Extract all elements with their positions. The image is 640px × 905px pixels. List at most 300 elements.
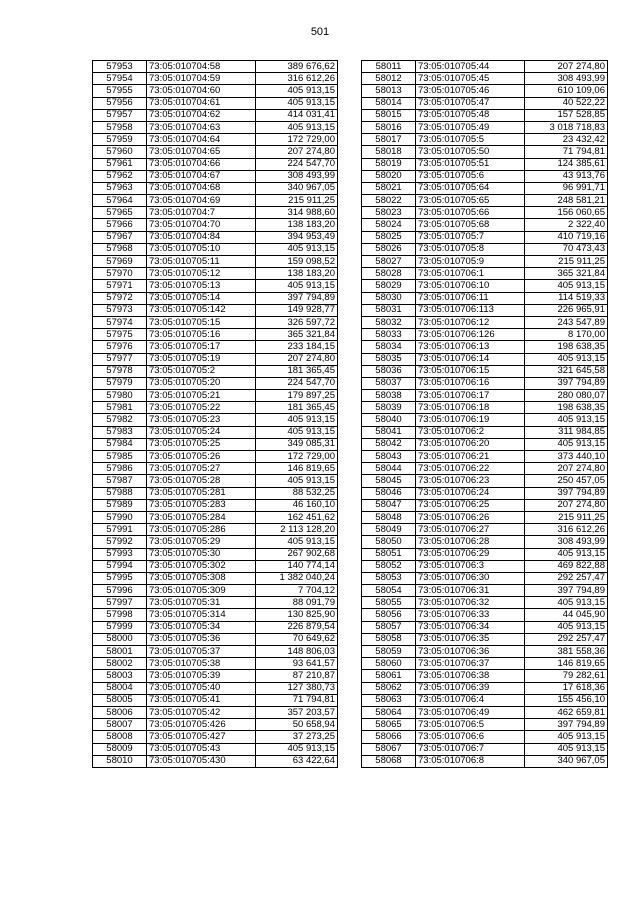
cadastral-number-cell: 73:05:010705:21: [147, 390, 256, 402]
cadastral-number-cell: 73:05:010706:6: [416, 731, 525, 743]
value-cell: 70 649,62: [256, 633, 338, 645]
value-cell: 405 913,15: [525, 621, 608, 633]
row-number-cell: 58036: [362, 365, 416, 377]
row-number-cell: 58059: [362, 646, 416, 658]
table-row: [93, 414, 338, 426]
table-row: [362, 646, 608, 658]
value-cell: 148 806,03: [256, 646, 338, 658]
value-cell: 405 913,15: [525, 731, 608, 743]
cadastral-number-cell: 73:05:010705:23: [147, 414, 256, 426]
row-number-cell: 58034: [362, 341, 416, 353]
cadastral-number-cell: 73:05:010705:11: [147, 256, 256, 268]
value-cell: 88 532,25: [256, 487, 338, 499]
row-number-cell: 57971: [93, 280, 147, 292]
table-row: [362, 560, 608, 572]
value-cell: 224 547,70: [256, 158, 338, 170]
row-number-cell: 57953: [93, 61, 147, 73]
cadastral-number-cell: 73:05:010706:126: [416, 329, 525, 341]
table-row: [93, 73, 338, 85]
row-number-cell: 58020: [362, 170, 416, 182]
table-row: [362, 609, 608, 621]
table-row: [362, 536, 608, 548]
row-number-cell: 57985: [93, 451, 147, 463]
value-cell: 357 203,57: [256, 706, 338, 718]
cadastral-number-cell: 73:05:010704:63: [147, 121, 256, 133]
row-number-cell: 58002: [93, 658, 147, 670]
value-cell: 87 210,87: [256, 670, 338, 682]
cadastral-number-cell: 73:05:010706:33: [416, 609, 525, 621]
value-cell: 43 913,76: [525, 170, 608, 182]
row-number-cell: 57990: [93, 511, 147, 523]
table-row: [362, 597, 608, 609]
cadastral-number-cell: 73:05:010705:309: [147, 585, 256, 597]
value-cell: 405 913,15: [256, 414, 338, 426]
cadastral-number-cell: 73:05:010705:142: [147, 304, 256, 316]
value-cell: 207 274,80: [525, 463, 608, 475]
value-cell: 405 913,15: [256, 280, 338, 292]
row-number-cell: 58028: [362, 268, 416, 280]
row-number-cell: 57995: [93, 572, 147, 584]
cadastral-number-cell: 73:05:010706:4: [416, 694, 525, 706]
row-number-cell: 57958: [93, 121, 147, 133]
row-number-cell: 58048: [362, 511, 416, 523]
value-cell: 405 913,15: [525, 743, 608, 755]
table-row: [362, 377, 608, 389]
cadastral-number-cell: 73:05:010704:62: [147, 109, 256, 121]
value-cell: 233 184,15: [256, 341, 338, 353]
row-number-cell: 58024: [362, 219, 416, 231]
row-number-cell: 58063: [362, 694, 416, 706]
row-number-cell: 57954: [93, 73, 147, 85]
table-row: [362, 61, 608, 73]
table-row: [362, 451, 608, 463]
row-number-cell: 58021: [362, 182, 416, 194]
cadastral-number-cell: 73:05:010705:39: [147, 670, 256, 682]
table-row: [362, 719, 608, 731]
value-cell: 311 984,85: [525, 426, 608, 438]
row-number-cell: 57987: [93, 475, 147, 487]
row-number-cell: 58053: [362, 572, 416, 584]
cadastral-number-cell: 73:05:010705:13: [147, 280, 256, 292]
row-number-cell: 57967: [93, 231, 147, 243]
row-number-cell: 58045: [362, 475, 416, 487]
cadastral-number-cell: 73:05:010706:36: [416, 646, 525, 658]
row-number-cell: 58044: [362, 463, 416, 475]
table-row: [362, 316, 608, 328]
row-number-cell: 58051: [362, 548, 416, 560]
value-cell: 321 645,58: [525, 365, 608, 377]
value-cell: 405 913,15: [256, 85, 338, 97]
value-cell: 172 729,00: [256, 134, 338, 146]
cadastral-number-cell: 73:05:010705:24: [147, 426, 256, 438]
table-row: [362, 731, 608, 743]
row-number-cell: 58047: [362, 499, 416, 511]
cadastral-number-cell: 73:05:010705:40: [147, 682, 256, 694]
row-number-cell: 57977: [93, 353, 147, 365]
row-number-cell: 57980: [93, 390, 147, 402]
table-row: [93, 353, 338, 365]
value-cell: 405 913,15: [256, 536, 338, 548]
cadastral-number-cell: 73:05:010705:64: [416, 182, 525, 194]
value-cell: 146 819,65: [525, 658, 608, 670]
table-row: [93, 146, 338, 158]
row-number-cell: 58003: [93, 670, 147, 682]
cadastral-number-cell: 73:05:010705:17: [147, 341, 256, 353]
value-cell: 149 928,77: [256, 304, 338, 316]
value-cell: 462 659,81: [525, 706, 608, 718]
cadastral-number-cell: 73:05:010706:17: [416, 390, 525, 402]
cadastral-number-cell: 73:05:010704:67: [147, 170, 256, 182]
row-number-cell: 58015: [362, 109, 416, 121]
cadastral-number-cell: 73:05:010705:302: [147, 560, 256, 572]
value-cell: 3 018 718,83: [525, 121, 608, 133]
value-cell: 17 618,36: [525, 682, 608, 694]
value-cell: 215 911,25: [525, 511, 608, 523]
value-cell: 405 913,15: [256, 121, 338, 133]
table-row: [93, 292, 338, 304]
row-number-cell: 57972: [93, 292, 147, 304]
cadastral-number-cell: 73:05:010705:47: [416, 97, 525, 109]
row-number-cell: 57981: [93, 402, 147, 414]
value-cell: 207 274,80: [525, 61, 608, 73]
cadastral-number-cell: 73:05:010706:32: [416, 597, 525, 609]
cadastral-number-cell: 73:05:010704:59: [147, 73, 256, 85]
table-row: [93, 609, 338, 621]
table-row: [362, 121, 608, 133]
row-number-cell: 57979: [93, 377, 147, 389]
cadastral-number-cell: 73:05:010706:39: [416, 682, 525, 694]
row-number-cell: 58027: [362, 256, 416, 268]
row-number-cell: 58019: [362, 158, 416, 170]
row-number-cell: 57986: [93, 463, 147, 475]
row-number-cell: 58043: [362, 451, 416, 463]
table-row: [362, 219, 608, 231]
cadastral-number-cell: 73:05:010705:25: [147, 438, 256, 450]
table-row: [93, 426, 338, 438]
table-row: [93, 316, 338, 328]
table-row: [93, 390, 338, 402]
value-cell: 405 913,15: [525, 548, 608, 560]
row-number-cell: 58046: [362, 487, 416, 499]
table-row: [362, 743, 608, 755]
value-cell: 44 045,90: [525, 609, 608, 621]
value-cell: 365 321,84: [525, 268, 608, 280]
value-cell: 389 676,62: [256, 61, 338, 73]
cadastral-number-cell: 73:05:010706:3: [416, 560, 525, 572]
table-row: [93, 243, 338, 255]
row-number-cell: 57978: [93, 365, 147, 377]
table-row: [93, 280, 338, 292]
cadastral-number-cell: 73:05:010706:29: [416, 548, 525, 560]
row-number-cell: 57962: [93, 170, 147, 182]
cadastral-number-cell: 73:05:010706:2: [416, 426, 525, 438]
table-row: [362, 402, 608, 414]
table-row: [362, 365, 608, 377]
row-number-cell: 57996: [93, 585, 147, 597]
row-number-cell: 58040: [362, 414, 416, 426]
row-number-cell: 58062: [362, 682, 416, 694]
table-row: [362, 292, 608, 304]
row-number-cell: 58057: [362, 621, 416, 633]
cadastral-number-cell: 73:05:010704:7: [147, 207, 256, 219]
value-cell: 215 911,25: [256, 195, 338, 207]
table-row: [93, 219, 338, 231]
value-cell: 267 902,68: [256, 548, 338, 560]
value-cell: 405 913,15: [256, 475, 338, 487]
value-cell: 63 422,64: [256, 755, 338, 767]
cadastral-number-cell: 73:05:010706:38: [416, 670, 525, 682]
table-row: [362, 414, 608, 426]
value-cell: 405 913,15: [256, 426, 338, 438]
row-number-cell: 57959: [93, 134, 147, 146]
row-number-cell: 58065: [362, 719, 416, 731]
cadastral-number-cell: 73:05:010705:46: [416, 85, 525, 97]
value-cell: 224 547,70: [256, 377, 338, 389]
cadastral-number-cell: 73:05:010706:37: [416, 658, 525, 670]
cadastral-number-cell: 73:05:010706:25: [416, 499, 525, 511]
value-cell: 414 031,41: [256, 109, 338, 121]
row-number-cell: 58049: [362, 524, 416, 536]
cadastral-number-cell: 73:05:010704:84: [147, 231, 256, 243]
table-row: [93, 670, 338, 682]
value-cell: 316 612,26: [256, 73, 338, 85]
row-number-cell: 57973: [93, 304, 147, 316]
value-cell: 130 825,90: [256, 609, 338, 621]
row-number-cell: 58038: [362, 390, 416, 402]
cadastral-number-cell: 73:05:010705:65: [416, 195, 525, 207]
table-row: [93, 597, 338, 609]
row-number-cell: 58017: [362, 134, 416, 146]
table-row: [93, 463, 338, 475]
row-number-cell: 58025: [362, 231, 416, 243]
row-number-cell: 58000: [93, 633, 147, 645]
table-row: [362, 585, 608, 597]
cadastral-number-cell: 73:05:010706:20: [416, 438, 525, 450]
value-cell: 226 879,54: [256, 621, 338, 633]
value-cell: 292 257,47: [525, 572, 608, 584]
cadastral-number-cell: 73:05:010705:43: [147, 743, 256, 755]
table-row: [362, 438, 608, 450]
cadastral-number-cell: 73:05:010705:19: [147, 353, 256, 365]
row-number-cell: 58041: [362, 426, 416, 438]
value-cell: 1 382 040,24: [256, 572, 338, 584]
value-cell: 308 493,99: [525, 73, 608, 85]
table-row: [93, 633, 338, 645]
table-row: [93, 755, 338, 767]
table-row: [93, 195, 338, 207]
table-row: [93, 487, 338, 499]
value-cell: 37 273,25: [256, 731, 338, 743]
value-cell: 250 457,05: [525, 475, 608, 487]
value-cell: 46 160,10: [256, 499, 338, 511]
table-row: [93, 268, 338, 280]
row-number-cell: 58004: [93, 682, 147, 694]
table-row: [93, 377, 338, 389]
row-number-cell: 57963: [93, 182, 147, 194]
table-row: [362, 170, 608, 182]
row-number-cell: 58026: [362, 243, 416, 255]
value-cell: 8 170,00: [525, 329, 608, 341]
cadastral-number-cell: 73:05:010705:66: [416, 207, 525, 219]
row-number-cell: 57989: [93, 499, 147, 511]
value-cell: 215 911,25: [525, 256, 608, 268]
cadastral-number-cell: 73:05:010706:5: [416, 719, 525, 731]
value-cell: 397 794,89: [525, 487, 608, 499]
cadastral-number-cell: 73:05:010706:22: [416, 463, 525, 475]
table-row: [362, 548, 608, 560]
cadastral-number-cell: 73:05:010705:50: [416, 146, 525, 158]
cadastral-number-cell: 73:05:010706:35: [416, 633, 525, 645]
row-number-cell: 58068: [362, 755, 416, 767]
table-row: [362, 475, 608, 487]
row-number-cell: 58037: [362, 377, 416, 389]
row-number-cell: 58011: [362, 61, 416, 73]
row-number-cell: 58029: [362, 280, 416, 292]
value-cell: 2 113 128,20: [256, 524, 338, 536]
row-number-cell: 57964: [93, 195, 147, 207]
table-row: [362, 158, 608, 170]
value-cell: 292 257,47: [525, 633, 608, 645]
table-row: [362, 390, 608, 402]
cadastral-number-cell: 73:05:010706:21: [416, 451, 525, 463]
cadastral-number-cell: 73:05:010706:23: [416, 475, 525, 487]
value-cell: 155 456,10: [525, 694, 608, 706]
table-row: [362, 658, 608, 670]
row-number-cell: 58067: [362, 743, 416, 755]
value-cell: 308 493,99: [256, 170, 338, 182]
cadastral-number-cell: 73:05:010706:31: [416, 585, 525, 597]
table-row: [362, 231, 608, 243]
cadastral-number-cell: 73:05:010705:8: [416, 243, 525, 255]
table-row: [93, 658, 338, 670]
table-row: [93, 109, 338, 121]
value-cell: 7 704,12: [256, 585, 338, 597]
table-row: [362, 487, 608, 499]
table-row: [93, 231, 338, 243]
cadastral-number-cell: 73:05:010706:11: [416, 292, 525, 304]
cadastral-number-cell: 73:05:010705:37: [147, 646, 256, 658]
row-number-cell: 57970: [93, 268, 147, 280]
value-cell: 405 913,15: [256, 243, 338, 255]
right-table: [361, 60, 608, 768]
value-cell: 349 085,31: [256, 438, 338, 450]
cadastral-number-cell: 73:05:010705:286: [147, 524, 256, 536]
table-row: [93, 682, 338, 694]
cadastral-number-cell: 73:05:010705:48: [416, 109, 525, 121]
row-number-cell: 58035: [362, 353, 416, 365]
table-row: [362, 572, 608, 584]
cadastral-number-cell: 73:05:010705:308: [147, 572, 256, 584]
row-number-cell: 57957: [93, 109, 147, 121]
cadastral-number-cell: 73:05:010705:20: [147, 377, 256, 389]
cadastral-number-cell: 73:05:010705:30: [147, 548, 256, 560]
table-row: [362, 706, 608, 718]
value-cell: 405 913,15: [256, 743, 338, 755]
table-row: [93, 694, 338, 706]
row-number-cell: 57983: [93, 426, 147, 438]
value-cell: 226 965,91: [525, 304, 608, 316]
value-cell: 207 274,80: [256, 146, 338, 158]
cadastral-number-cell: 73:05:010705:430: [147, 755, 256, 767]
table-row: [93, 731, 338, 743]
value-cell: 138 183,20: [256, 268, 338, 280]
row-number-cell: 58001: [93, 646, 147, 658]
cadastral-number-cell: 73:05:010705:10: [147, 243, 256, 255]
cadastral-number-cell: 73:05:010704:64: [147, 134, 256, 146]
cadastral-number-cell: 73:05:010705:283: [147, 499, 256, 511]
table-row: [93, 548, 338, 560]
cadastral-number-cell: 73:05:010706:7: [416, 743, 525, 755]
cadastral-number-cell: 73:05:010705:15: [147, 316, 256, 328]
table-row: [93, 134, 338, 146]
table-row: [93, 646, 338, 658]
row-number-cell: 58042: [362, 438, 416, 450]
value-cell: 405 913,15: [525, 414, 608, 426]
table-row: [93, 182, 338, 194]
cadastral-number-cell: 73:05:010706:49: [416, 706, 525, 718]
cadastral-number-cell: 73:05:010706:27: [416, 524, 525, 536]
table-row: [362, 207, 608, 219]
value-cell: 405 913,15: [525, 438, 608, 450]
row-number-cell: 58032: [362, 316, 416, 328]
value-cell: 198 638,35: [525, 402, 608, 414]
cadastral-number-cell: 73:05:010704:60: [147, 85, 256, 97]
cadastral-number-cell: 73:05:010705:28: [147, 475, 256, 487]
cadastral-number-cell: 73:05:010705:2: [147, 365, 256, 377]
left-table: [92, 60, 338, 768]
cadastral-number-cell: 73:05:010705:6: [416, 170, 525, 182]
value-cell: 469 822,88: [525, 560, 608, 572]
cadastral-number-cell: 73:05:010705:7: [416, 231, 525, 243]
table-row: [362, 195, 608, 207]
value-cell: 610 109,06: [525, 85, 608, 97]
table-row: [93, 475, 338, 487]
row-number-cell: 57956: [93, 97, 147, 109]
row-number-cell: 58012: [362, 73, 416, 85]
value-cell: 207 274,80: [256, 353, 338, 365]
table-row: [93, 402, 338, 414]
table-row: [362, 97, 608, 109]
table-row: [362, 511, 608, 523]
cadastral-number-cell: 73:05:010705:22: [147, 402, 256, 414]
table-row: [93, 560, 338, 572]
row-number-cell: 58007: [93, 719, 147, 731]
cadastral-number-cell: 73:05:010706:8: [416, 755, 525, 767]
cadastral-number-cell: 73:05:010704:65: [147, 146, 256, 158]
cadastral-number-cell: 73:05:010704:68: [147, 182, 256, 194]
cadastral-number-cell: 73:05:010705:27: [147, 463, 256, 475]
table-row: [93, 207, 338, 219]
table-row: [93, 524, 338, 536]
value-cell: 207 274,80: [525, 499, 608, 511]
row-number-cell: 58014: [362, 97, 416, 109]
cadastral-number-cell: 73:05:010706:10: [416, 280, 525, 292]
row-number-cell: 58052: [362, 560, 416, 572]
table-row: [362, 73, 608, 85]
table-row: [93, 536, 338, 548]
value-cell: 79 282,61: [525, 670, 608, 682]
cadastral-number-cell: 73:05:010706:15: [416, 365, 525, 377]
table-row: [93, 61, 338, 73]
table-row: [362, 134, 608, 146]
cadastral-number-cell: 73:05:010705:49: [416, 121, 525, 133]
value-cell: 243 547,89: [525, 316, 608, 328]
table-row: [362, 682, 608, 694]
table-row: [93, 158, 338, 170]
row-number-cell: 57974: [93, 316, 147, 328]
value-cell: 373 440,10: [525, 451, 608, 463]
row-number-cell: 58064: [362, 706, 416, 718]
